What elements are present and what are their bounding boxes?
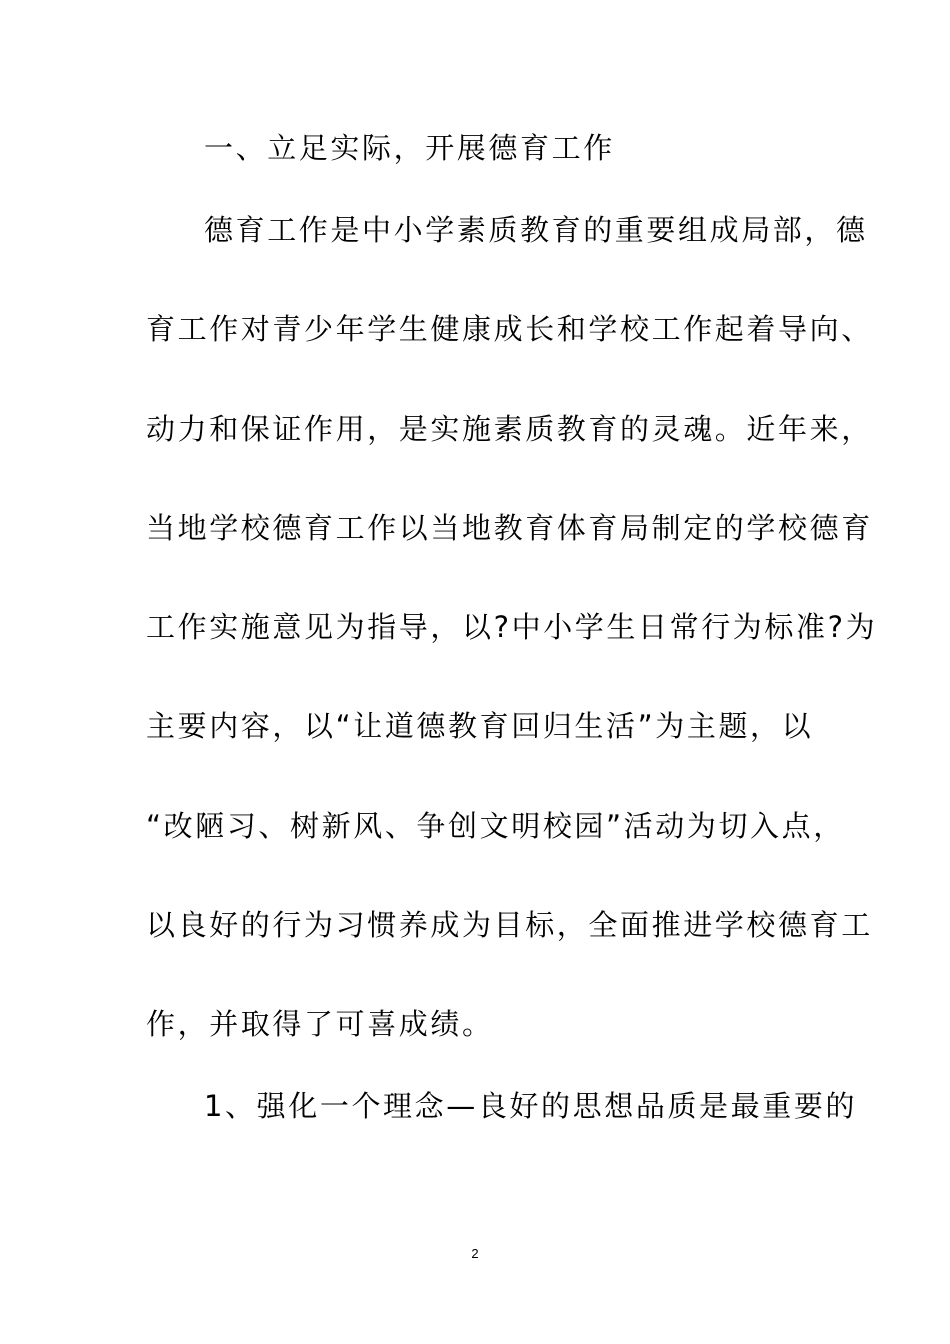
subsection-heading: 1、强化一个理念—良好的思想品质是最重要的: [204, 1089, 858, 1123]
paragraph-line: 德育工作是中小学素质教育的重要组成局部，德: [204, 213, 868, 247]
paragraph-line: 工作实施意见为指导，以?中小学生日常行为标准?为: [146, 610, 878, 644]
paragraph-line: 动力和保证作用，是实施素质教育的灵魂。近年来，: [146, 412, 873, 446]
paragraph-line: 当地学校德育工作以当地教育体育局制定的学校德育: [146, 511, 873, 545]
paragraph-line: 以良好的行为习惯养成为目标，全面推进学校德育工: [146, 908, 873, 942]
paragraph-line: 主要内容，以“让道德教育回归生活”为主题，以: [146, 709, 814, 743]
paragraph-line: 作，并取得了可喜成绩。: [146, 1007, 494, 1041]
section-heading: 一、立足实际，开展德育工作: [204, 131, 615, 165]
paragraph-line: 育工作对青少年学生健康成长和学校工作起着导向、: [146, 312, 873, 346]
paragraph-line: “改陋习、树新风、争创文明校园”活动为切入点，: [146, 809, 845, 843]
page-number: 2: [471, 1246, 479, 1261]
